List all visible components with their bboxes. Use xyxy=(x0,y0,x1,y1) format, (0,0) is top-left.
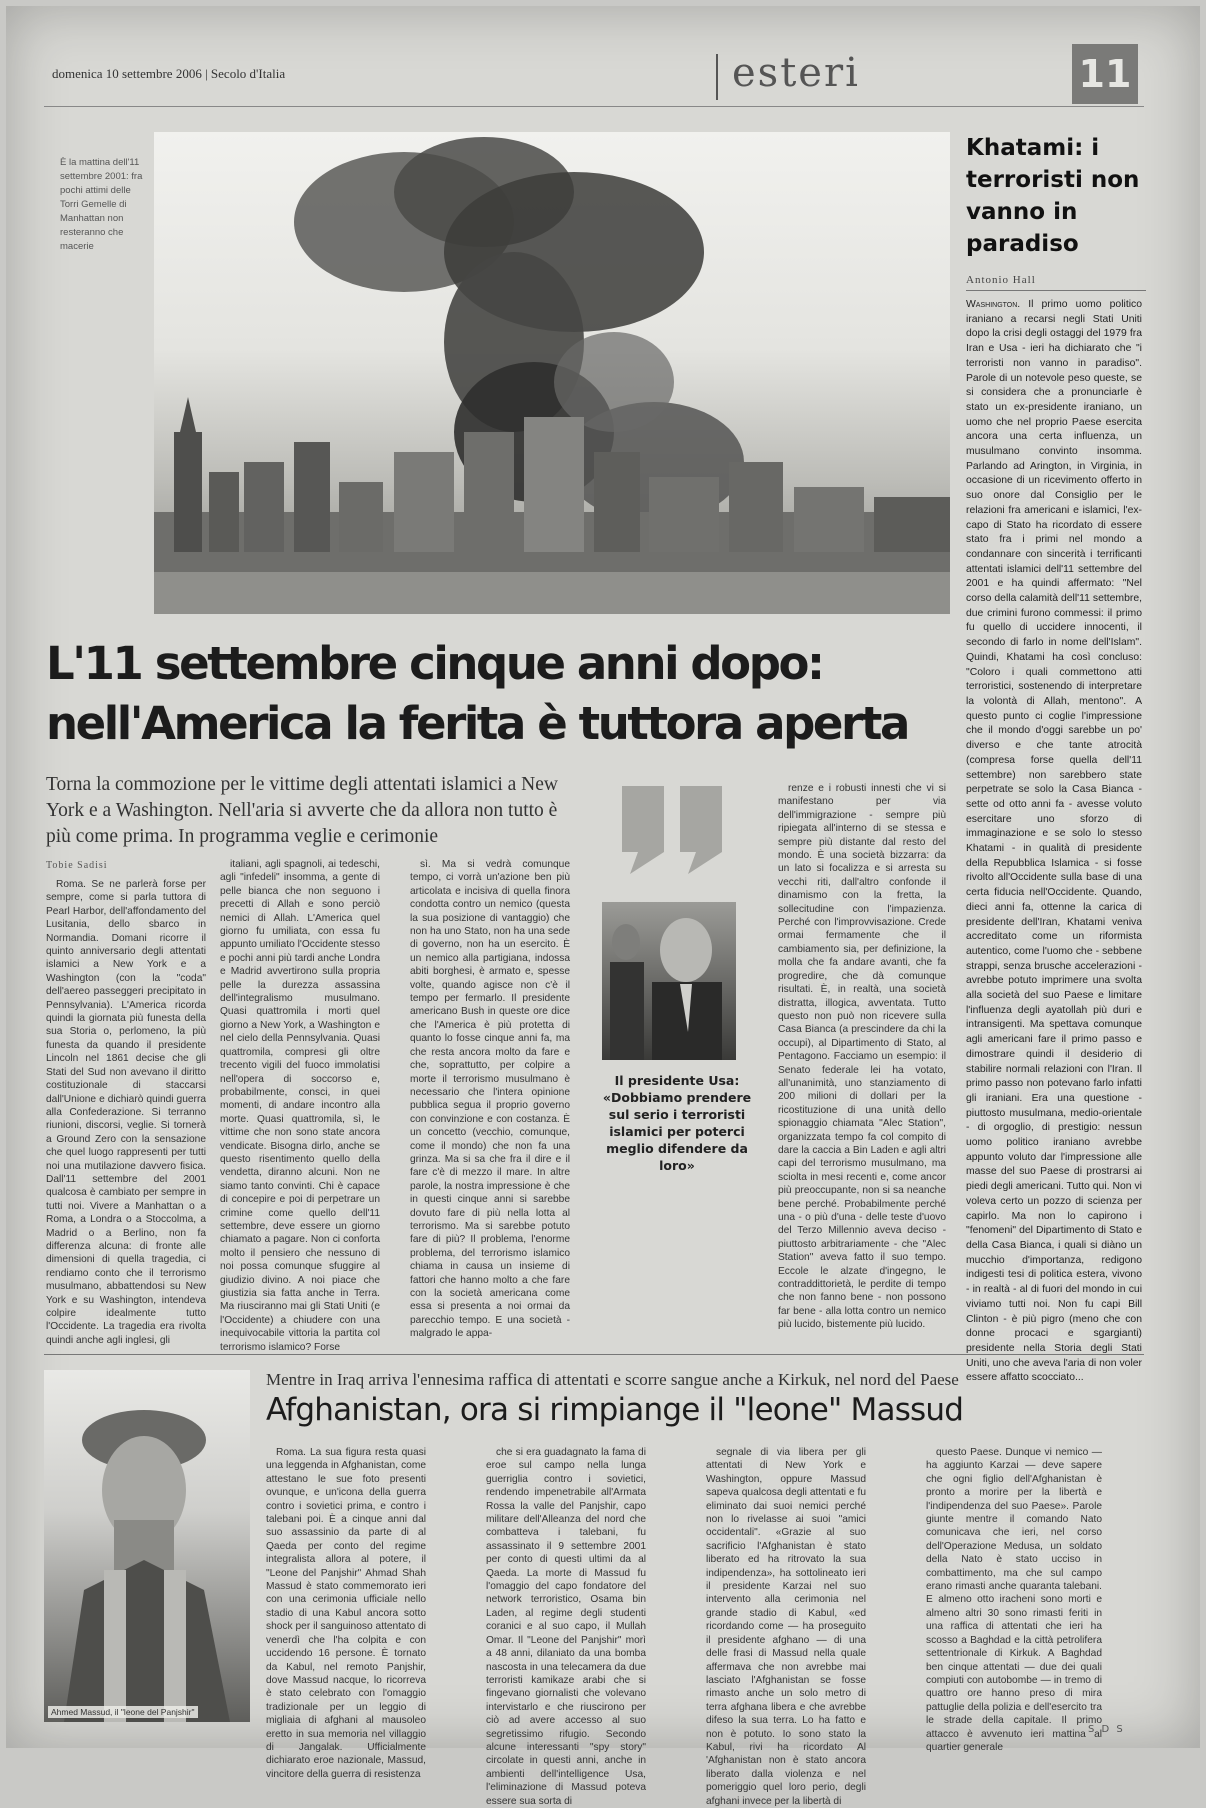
main-article-text: Roma. Se ne parlerà forse per sempre, come si parla tuttora di Pearl Harbor, dell'affondamento del Lusitania, dello sbarco in Normandia. Domani ricorre il quinto anniversario degli attentati islamici a New York e a Washington (con la "coda" dell'aereo passeggeri precipitato in Pennsylvania). L'America ricorda quindi la giornata più funesta della sua Storia o, perlomeno, la più funesta da quando il presidente Lincoln nel 1861 decise che gli Stati del Sud non avevano il diritto costituzionale di staccarsi dall'Unione e dichiarò quindi guerra alla Confederazione. Si terranno riunioni, discorsi, veglie. Si tornerà a Ground Zero con la sensazione che quel luogo rappresenti per tutti noi una mutilazione davvero fisica. Dall'11 settembre del 2001 qualcosa è cambiato per sempre in tutti noi. Vivere a Manhattan o a Roma, a Londra o a Stoccolma, a Madrid o a Berlino, non fa differenza alcuna: di fronte alle dimensioni di quella tragedia, ci rendiamo conto che il terrorismo musulmano, abbattendosi su New York e su Washington, intendeva colpire idealmente tutto l'Occidente. La tragedia era rivolta quindi anche agli inglesi, gli xyxy=(46,879,206,1346)
main-article-text: italiani, agli spagnoli, ai tedeschi, agli "infedeli" insomma, a gente di pelle bianca che non seguono i precetti di Allah e sono perciò nemici di Allah. L'America quel giorno fu umiliata, con essa fu appunto umiliato l'Occidente stesso e pochi anni più tardi anche Londra e Madrid avvertirono sulla propria pelle la durezza assassina dell'integralismo musulmano. Quasi quattromila i morti quel giorno a New York, a Washington e nel cielo della Pennsylvania. Quasi quattromila, compresi gli oltre trecento vigili del fuoco immolatisi nell'opera di soccorso e, probabilmente, consci, in quei momenti, di andare incontro alla morte. Quasi quattromila, sì, le vittime che non sono state ancora vendicate. Bisogna dirlo, anche se questo risentimento quello della vendetta, diranno alcuni. Non ne siamo tanto convinti. Chi è capace di concepire e poi di perpetrare un crimine come quello dell'11 settembre, deve essere un giorno chiamato a pagare. Non ci conforta molto il pensiero che nessuno di noi possa comunque sfuggire al giudizio divino. A noi piace che giustizia sia fatta anche in Terra. Ma riusciranno mai gli Stati Uniti (e l'Occidente) a chiudere con una inequivocabile vittoria la partita col terrorismo islamico? Forse xyxy=(220,859,380,1353)
main-headline xyxy=(46,634,946,754)
header-divider xyxy=(716,54,718,100)
headline-line-2: nell'America la ferita è tuttora aperta xyxy=(46,697,908,750)
footer-mark: S D S xyxy=(1088,1724,1125,1735)
photo-caption: È la mattina dell'11 settembre 2001: fra pochi attimi delle Torri Gemelle di Manhattan non resteranno che macerie xyxy=(60,157,143,252)
bottom-kicker: Mentre in Iraq arriva l'ennesima raffica di attentati e scorre sangue anche a Kirkuk, nel nord del Paese xyxy=(266,1370,959,1389)
sidebar-headline: Khatami: i terroristi non vanno in paradiso xyxy=(966,135,1140,257)
bottom-article-column-4 xyxy=(926,1446,1102,1753)
bottom-article-text: Roma. La sua figura resta quasi una leggenda in Afghanistan, come attestano le sue foto presenti ovunque, e un'icona della guerra contro i sovietici prima, e contro i talebani poi. È a cinque anni dal suo assassinio da parte di al Qaeda per conto del regime integralista allora al potere, il "Leone del Panjshir" Ahmad Shah Massud è stato commemorato ieri con una cerimonia ufficiale nello stadio di una Kabul ancora sotto shock per il sanguinoso attentato di venerdì che l'ha colpita e con uccidendo 16 persone. È tornato da Kabul, nel remoto Panjshir, dove Massud nacque, lo ricorreva è stato celebrato con l'omaggio tradizionale per un leggio di migliaia di afghani al mausoleo eretto in sua memoria nel villaggio di Jangalak. Ufficialmente dichiarato eroe nazionale, Massud, vincitore della guerra di resistenza xyxy=(266,1447,426,1780)
bottom-article-column-2 xyxy=(486,1446,646,1807)
section-rule xyxy=(44,1354,1144,1355)
sidebar-byline: Antonio Hall xyxy=(966,274,1146,291)
sidebar-text: Il primo uomo politico iraniano a recarsi negli Stati Uniti dopo la crisi degli ostaggi del 1979 fra Iran e Usa - ieri ha dichiarato che "i terroristi non vanno in paradiso". Parole di un notevole peso queste, se si considera che a pronunciarle è stato un ex-presidente iraniano, un uomo che nel proprio Paese esercita ancora una certa influenza, un musulmano convinto insomma. Parlando ad Arington, in Virginia, in occasione di un ricevimento offerto in suo onore dal Consiglio per le relazioni fra americani e islamici, l'ex-capo di Stato ha ricordato di essere stato fra i primi nel mondo a condannare con sincerità i terrificanti attentati islamici dell'11 settembre del 2001 e ha quindi affermato: "Nel corso della calamità dell'11 settembre, due crimini furono commessi: il primo fu quello di uccidere innocenti, il secondo di farlo in nome dell'Islam". Quindi, Khatami ha così concluso: "Coloro i quali commettono atti terroristici, sostenendo di interpretare la volontà di Allah, mentono". A questo punto ci coglie l'impressione che il mondo d'oggi sarebbe un po' diverso e che tante atrocità (compresa forse quella dell'11 settembre) non sarebbero state perpetrate se solo la Casa Bianca - sette od otto anni fa - avesse voluto esercitare uno sforzo di immaginazione e se solo lo stesso Khatami - in qualità di presidente della Repubblica Islamica - si fosse rivolto all'Occidente sulla base di una certa fiducia nell'Occidente. Quando, dieci anni fa, ottenne la carica di presidente dell'Iran, Khatami veniva accreditato come un riformista autentico, come l'uomo che - sebbene strappi, senza brusche accelerazioni - avrebbe potuto imprimere una svolta alla società del suo Paese e limitare l'influenza degli ayatollah più duri e intransigenti. Ma spettava comunque agli americani fare il primo passo e dimostrare quindi il desiderio di stabilire normali relazioni con l'Iran. Il primo passo non potevano farlo infatti gli iraniani. Era una questione - piuttosto musulmana, medio-orientale - di orgoglio, di prestigio: nessun uomo politico iraniano avrebbe appunto voluto dar l'impressione alle masse del suo Paese di prostrarsi ai piedi degli americani. Tutto qui. Non vi voleva certo un pozzo di scienza per capirlo. Ma non lo capirono i "fenomeni" del Dipartimento di Stato e della Casa Bianca, i quali si diàno un mucchio d'importanza, redigono indigesti tesi di politica estera, vivono - in realtà - al di fuori del mondo in cui viviamo tutti noi. Non fu capi Bill Clinton - è più pigro (meno che con donne procaci e sgargianti) presidente nella Storia degli Stati Uniti, uno che aveva l'aria di non voler essere affatto scocciato... xyxy=(966,299,1142,1384)
quote-marks-icon xyxy=(618,782,728,878)
bottom-article-text: segnale di via libera per gli attentati di New York e Washington, oppure Massud sapeva qualcosa degli attentati e fu eliminato dai suoi nemici perché non lo rivelasse ai suoi "amici occidentali". «Grazie al suo sacrificio l'Afghanistan è stato liberato ed ha ritrovato la sua indipendenza», ha sottolineato ieri il presidente Karzai nel suo intervento alla cerimonia nel grande stadio di Kabul, «ed ricordando come — ha proseguito il presidente afghano — di una delle frasi di Massud nella quale affermava che non avrebbe mai lasciato l'Afghanistan se fosse rimasto anche un solo metro di terra afghana libera e che avrebbe difeso la sua terra. Lo ha fatto e non è potuto. Io sono stato la Kabul, rivi ha ricordato Al 'Afghanistan non è stato ancora liberato dalla violenza e nel pomeriggio quel loro perio, degli afghani invece per la libertà di xyxy=(706,1447,866,1807)
main-byline: Tobie Sadisi xyxy=(46,860,108,871)
main-article-text: sì. Ma si vedrà comunque tempo, ci vorrà un'azione ben più articolata e incisiva di quella finora condotta contro un nemico (questa la sua posizione di vantaggio) che non ha uno Stato, non ha una sede di governo, non ha un esercito. È un nemico alla partigiana, indossa abiti borghesi, è armato e, spesse volte, quando agisce non c'è il tempo per fermarlo. Il presidente americano Bush in queste ore dice che l'America è più protetta di quanto lo fosse cinque anni fa, ma che resta ancora molto da fare e che, soprattutto, per colpire a morte il terrorismo musulmano è necessario che l'intera opinione pubblica segua il proprio governo con convinzione e con costanza. È un concetto (vecchio, comunque, come il mondo) che non fa una grinza. Ma si sa che fra il dire e il fare c'è di mezzo il mare. In altre parole, la nostra impressione è che in questi cinque anni si sarebbe dovuto fare di più nella lotta al terrorismo. Ma si sarebbe potuto fare di più? Il problema, l'enorme problema, del terrorismo islamico chiama in causa un insieme di fattori che hanno molto a che fare con la società americana come essa si presenta a noi ormai da parecchio tempo. E una società - malgrado le appa- xyxy=(410,859,570,1340)
main-article-column-3 xyxy=(410,858,570,1342)
main-article-text: renze e i robusti innesti che vi si manifestano per via dell'immigrazione - sempre più ripiegata all'interno di se stessa e sempre più distante dal resto del mondo. È una società bizzarra: da un lato si focalizza e si arresta su vecchi riti, dall'altro confonde il dinamismo con la fretta, la sollecitudine con l'impazienza. Perché con l'improvvisazione. Crede ormai fermamente che il cambiamento sia, per definizione, la molla che fa andare avanti, che fa progredire, che dà comunque risultati. È, in realtà, una società distratta, illogica, avventata. Tutto questo non può non ricevere sulla Casa Bianca (a prescindere da chi la occupi), al Dipartimento di Stato, al Pentagono. Facciamo un esempio: il Senato federale lei ha votato, all'unanimità, uno stanziamento di 200 milioni di dollari per la ricostituzione di una unità dello spionaggio chiamata "Alec Station", organizzata tempo fa col compito di dare la caccia a Bin Laden e agli altri capi del terrorismo musulmano, ma sciolta in mesi recenti e, come ancor più preoccupante, non si sa neanche bene perché. Probabilmente perché una - o più d'una - delle teste d'uovo del Terzo Millennio aveva deciso - piuttosto arbitrariamente - che "Alec Station" aveva fatto il suo tempo. Eccole le alzate d'ingegno, le contraddittorietà, le perdite di tempo che non fanno bene - non possono far bene - alla lotta contro un nemico più lucido, bistemente più lucido. xyxy=(778,783,946,1331)
bottom-headline: Afghanistan, ora si rimpiange il "leone" Massud xyxy=(266,1392,964,1428)
bottom-article-text: che si era guadagnato la fama di eroe sul campo nella lunga guerriglia contro i sovietici, rendendo impenetrabile all'Armata Rossa la valle del Panjshir, capo militare dell'Alleanza del nord che combatteva i talebani, fu assassinato il 9 settembre 2001 per conto di questi ultimi da al Qaeda. La morte di Massud fu l'omaggio del capo fondatore del network terroristico, Osama bin Laden, al regime degli studenti coranici e al suo capo, il Mullah Omar. Il "Leone del Panjshir" morì a 48 anni, dilaniato da una bomba nascosta in una telecamera da due terroristi kamikaze arabi che si fingevano giornalisti che volevano intervistarlo e che riuscirono per ciò ad avere accesso al suo segretissimo rifugio. Secondo alcune interessanti "spy story" circolate in questi anni, anche in ambienti dell'intelligence Usa, l'eliminazione di Massud poteva essere sua sorta di xyxy=(486,1447,646,1807)
page-number: 11 xyxy=(1072,44,1138,104)
massud-photo xyxy=(44,1370,250,1722)
bottom-article-column-3 xyxy=(706,1446,866,1807)
pull-quote: Il presidente Usa: «Dobbiamo prendere sul serio i terroristi islamici per poterci meglio difendere da loro» xyxy=(602,1073,752,1173)
masthead xyxy=(44,52,1144,112)
massud-photo-caption: Ahmed Massud, il "leone del Panjshir" xyxy=(48,1706,198,1718)
header-rule xyxy=(44,106,1144,107)
bottom-article-text: questo Paese. Dunque vi nemico — ha aggiunto Karzai — deve sapere che ogni figlio dell'Afghanistan è pronto a morire per la libertà e l'indipendenza del suo Paese». Parole giunte mentre il comando Nato comunicava che ieri, nel corso dell'Operazione Medusa, un soldato della Nato è stato ucciso in combattimento, ma che sul campo erano rimasti anche quaranta talebani. E almeno otto iracheni sono morti e almeno altri 30 sono rimasti feriti in una raffica di attentati che ieri ha scosso a Baghdad e la città petrolifera settentrionale di Kirkuk. A Baghdad ben cinque attentati — due dei quali compiuti con autobombe — in tremo di quattro ore hanno preso di mira pattuglie della polizia e dell'esercito tra le strade della capitale. Il primo attacco è avvenuto ieri mattina al quartier generale xyxy=(926,1447,1102,1753)
bush-photo xyxy=(602,902,736,1060)
main-article-column-2 xyxy=(220,858,380,1353)
main-article-column-1 xyxy=(46,878,206,1346)
main-subhead: Torna la commozione per le vittime degli attentati islamici a New York e a Washington. Nell'aria si avverte che da allora non tutto è più come prima. In programma veglie e cerimonie xyxy=(46,774,558,847)
sidebar-dateline: Washington. xyxy=(966,299,1021,310)
main-article-column-4 xyxy=(778,782,946,1342)
bottom-article-column-1 xyxy=(266,1446,426,1780)
sidebar-body xyxy=(966,298,1142,1384)
section-title: esteri xyxy=(732,50,860,96)
newspaper-page xyxy=(6,6,1200,1807)
twin-towers-photo xyxy=(154,132,950,614)
date-and-paper: domenica 10 settembre 2006 | Secolo d'Italia xyxy=(52,66,286,81)
headline-line-1: L'11 settembre cinque anni dopo: xyxy=(46,637,823,690)
